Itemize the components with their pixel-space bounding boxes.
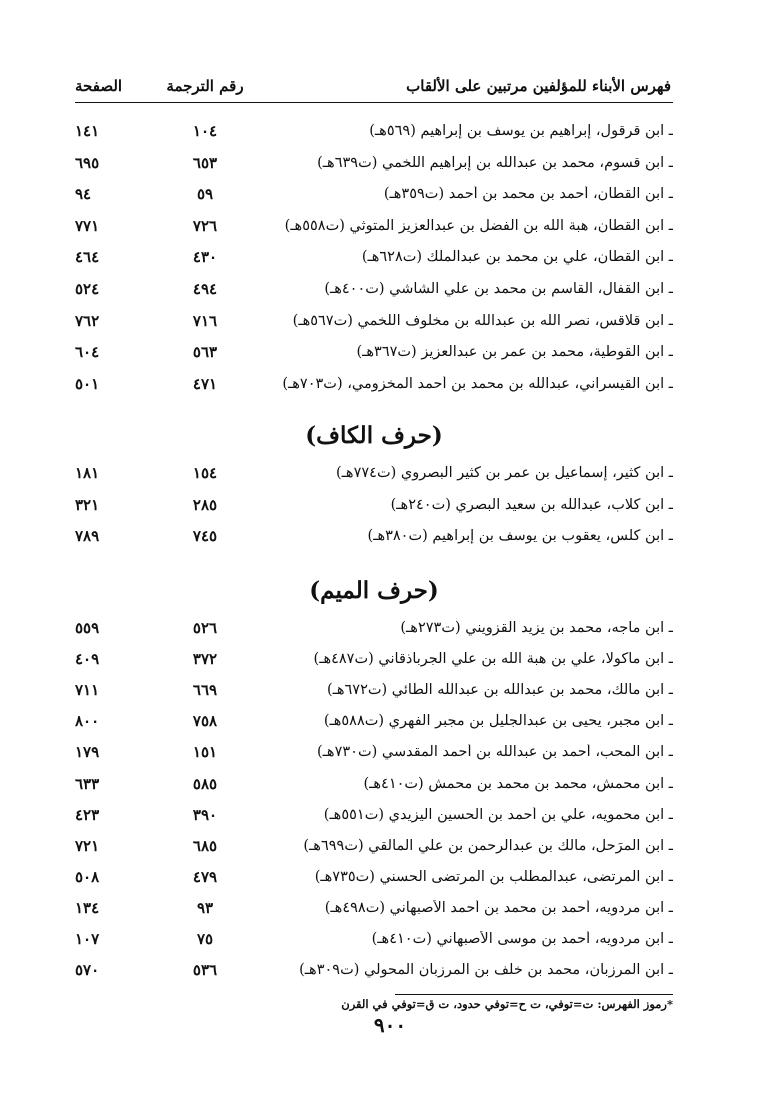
index-row	[75, 863, 673, 891]
entry-name: ـ ابن كثير، إسماعيل بن عمر بن كثير البصروي (ت٧٧٤هـ)	[336, 465, 673, 481]
footnote-rule	[395, 994, 673, 995]
entry-page: ٥٧٠	[75, 961, 100, 980]
index-row	[75, 801, 673, 829]
entry-name: ـ ابن القوطية، محمد بن عمر بن عبدالعزيز (ت٣٦٧هـ)	[356, 344, 673, 361]
index-row	[75, 770, 673, 798]
entry-number: ٤٩٤	[192, 280, 218, 298]
entry-name: ـ ابن القطان، أحمد بن محمد بن أحمد (ت٣٥٩هـ)	[383, 186, 673, 203]
entry-number: ٦٨٥	[192, 836, 218, 855]
index-row	[75, 243, 673, 271]
entry-number: ٢٨٥	[192, 495, 218, 514]
entry-number: ٥٨٥	[192, 774, 218, 793]
entry-name: ـ ابن مجبر، يحيى بن عبدالجليل بن مجبر الفهري (ت٥٨٨هـ)	[323, 713, 673, 730]
index-row	[75, 925, 673, 953]
entry-name: ـ ابن قلاقس، نصر الله بن عبدالله بن مخلوف اللخمي (ت٥٦٧هـ)	[292, 312, 673, 329]
index-row	[75, 459, 673, 487]
entry-page: ٥٠٨	[75, 867, 100, 886]
index-row	[75, 370, 673, 398]
entry-number: ٣٧٢	[192, 650, 218, 669]
entry-page: ٧١١	[75, 681, 100, 700]
entry-name: ـ ابن المرَحل، مالك بن عبدالرحمن بن علي المالقي (ت٦٩٩هـ)	[303, 837, 673, 854]
entry-number: ٥٩	[196, 185, 214, 204]
entry-name: ـ ابن مردويه، أحمد بن محمد بن أحمد الأصبهاني (ت٤٩٨هـ)	[324, 899, 673, 916]
entry-name: ـ ابن قرقول، إبراهيم بن يوسف بن إبراهيم (٥٦٩هـ)	[369, 123, 673, 139]
entry-number: ١٠٤	[192, 122, 218, 140]
index-row	[75, 676, 673, 704]
entry-name: ـ ابن قسوم، محمد بن عبدالله بن إبراهيم اللخمي (ت٦٣٩هـ)	[317, 154, 673, 171]
index-row	[75, 894, 673, 922]
entry-page: ١٠٧	[75, 930, 100, 948]
entry-number: ٤٧٩	[192, 867, 218, 886]
index-row	[75, 707, 673, 735]
entry-name: ـ ابن القفال، القاسم بن محمد بن علي الشاشي (ت٤٠٠هـ)	[324, 281, 673, 297]
index-row	[75, 149, 673, 177]
entry-name: ـ ابن مردويه، أحمد بن موسى الأصبهاني (ت٤١٠هـ)	[371, 931, 673, 947]
index-row	[75, 180, 673, 208]
entry-name: ـ ابن القطان، هبة الله بن الفضل بن عبدالعزيز المتوثي (ت٥٥٨هـ)	[284, 217, 673, 234]
entry-page: ٩٤	[75, 185, 92, 204]
entry-name: ـ ابن ماكولا، علي بن هبة الله بن علي الجرباذقاني (ت٤٨٧هـ)	[313, 651, 673, 668]
index-row	[75, 117, 673, 145]
index-row	[75, 614, 673, 642]
entry-page: ٦٣٣	[75, 774, 100, 793]
entry-name: ـ ابن المرزبان، محمد بن خلف بن المرزبان المحولي (ت٣٠٩هـ)	[299, 962, 673, 979]
entry-name: ـ ابن القطان، علي بن محمد بن عبدالملك (ت٦٢٨هـ)	[361, 249, 673, 266]
entry-number: ٧٢٦	[192, 216, 218, 235]
entry-number: ٣٩٠	[192, 805, 218, 824]
index-row	[75, 645, 673, 673]
entry-page: ٧٢١	[75, 836, 100, 855]
entry-number: ٥٦٣	[192, 343, 218, 362]
entry-name: ـ ابن محمش، محمد بن محمد بن محمش (ت٤١٠هـ)	[363, 775, 673, 792]
entry-name: ـ ابن المرتضى، عبدالمطلب بن المرتضى الحسني (ت٧٣٥هـ)	[314, 868, 673, 885]
entry-number: ٦٦٩	[192, 681, 218, 700]
entry-name: ـ ابن القيسراني، عبدالله بن محمد بن أحمد المخزومي، (ت٧٠٣هـ)	[282, 375, 673, 392]
section-heading-mim: (حرف الميم)	[309, 577, 439, 604]
page-number: ٩٠٠	[373, 1013, 407, 1037]
column-header-number: رقم الترجمة	[166, 77, 244, 95]
entry-number: ٦٥٣	[192, 153, 218, 172]
entry-number: ٧٥	[196, 930, 214, 948]
entry-page: ٨٠٠	[75, 712, 100, 731]
entry-page: ٣٢١	[75, 495, 100, 514]
entry-page: ١٣٤	[75, 898, 100, 917]
index-row	[75, 522, 673, 550]
entry-number: ٩٣	[196, 898, 214, 917]
index-row	[75, 832, 673, 860]
entry-page: ٤٦٤	[75, 248, 100, 267]
entry-number: ٤٧١	[192, 374, 218, 393]
index-row	[75, 338, 673, 366]
index-row	[75, 212, 673, 240]
entry-name: ـ ابن ماجه، محمد بن يزيد القزويني (ت٢٧٣هـ)	[400, 620, 673, 636]
entry-number: ١٥١	[192, 743, 218, 762]
entry-page: ٥٠١	[75, 374, 100, 393]
section-heading-kaf: (حرف الكاف)	[305, 422, 443, 449]
entry-page: ٧٨٩	[75, 527, 100, 546]
entry-number: ٧٥٨	[192, 712, 218, 731]
entry-page: ٧٧١	[75, 216, 100, 235]
index-row	[75, 738, 673, 766]
entry-page: ٦٠٤	[75, 343, 100, 362]
entry-page: ٥٥٩	[75, 619, 100, 637]
entry-page: ١٨١	[75, 464, 100, 482]
index-row	[75, 275, 673, 303]
entry-number: ٥٢٦	[192, 619, 218, 637]
entry-number: ٧١٦	[192, 311, 218, 330]
entry-number: ٤٣٠	[192, 248, 218, 267]
entry-name: ـ ابن محمويه، علي بن أحمد بن الحسين اليزيدي (ت٥٥١هـ)	[323, 806, 673, 823]
entry-page: ٦٩٥	[75, 153, 100, 172]
entry-name: ـ ابن كلس، يعقوب بن يوسف بن إبراهيم (ت٣٨٠هـ)	[367, 528, 673, 545]
entry-number: ٧٤٥	[192, 527, 218, 546]
table-header	[75, 70, 673, 103]
index-row	[75, 491, 673, 519]
entry-page: ٤٠٩	[75, 650, 100, 669]
entry-page: ١٧٩	[75, 743, 100, 762]
entry-name: ـ ابن كلاب، عبدالله بن سعيد البصري (ت٢٤٠هـ)	[390, 496, 673, 513]
page-title: فهرس الأبناء للمؤلفين مرتبين على الألقاب	[406, 77, 671, 95]
footnote: *رموز الفهرس: ت=توفي، ت ح=توفي حدود، ت ق=توفي في القرن	[341, 997, 673, 1011]
entry-page: ١٤١	[75, 122, 100, 140]
entry-name: ـ ابن المحب، أحمد بن عبدالله بن أحمد المقدسي (ت٧٣٠هـ)	[317, 744, 673, 761]
entry-page: ٤٢٣	[75, 805, 100, 824]
entry-number: ١٥٤	[192, 464, 218, 482]
entry-name: ـ ابن مالك، محمد بن عبدالله بن عبدالله الطائي (ت٦٧٢هـ)	[326, 682, 673, 699]
column-header-page: الصفحة	[75, 77, 123, 95]
entry-number: ٥٣٦	[192, 961, 218, 980]
index-row	[75, 956, 673, 984]
entry-page: ٥٢٤	[75, 280, 100, 298]
entry-page: ٧٦٢	[75, 311, 100, 330]
index-row	[75, 307, 673, 335]
